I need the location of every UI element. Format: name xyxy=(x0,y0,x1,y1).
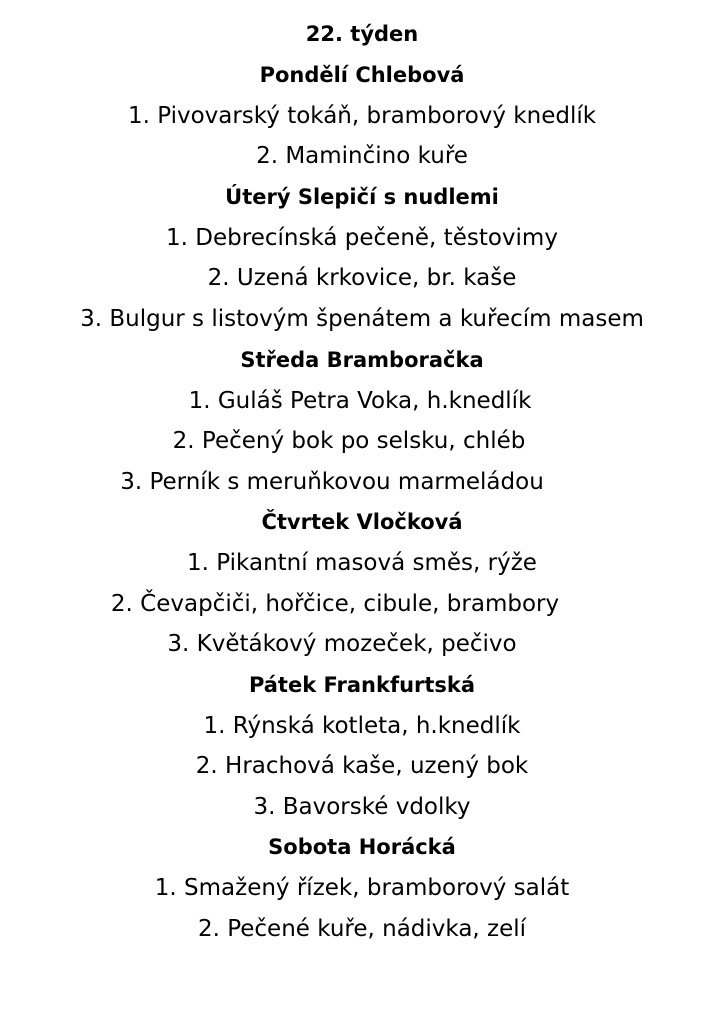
day-heading-saturday: Sobota Horácká xyxy=(268,835,456,859)
menu-item: 2. Uzená krkovice, br. kaše xyxy=(207,265,517,291)
menu-item: 1. Rýnská kotleta, h.knedlík xyxy=(203,713,521,739)
menu-item: 2. Hrachová kaše, uzený bok xyxy=(195,753,529,779)
menu-item: 3. Květákový mozeček, pečivo xyxy=(167,631,517,657)
menu-item: 1. Pivovarský tokáň, bramborový knedlík xyxy=(127,103,597,129)
menu-item: 1. Debrecínská pečeně, těstovimy xyxy=(166,225,558,251)
menu-item: 1. Pikantní masová směs, rýže xyxy=(187,550,537,576)
menu-item: 1. Guláš Petra Voka, h.knedlík xyxy=(188,388,532,414)
menu-item: 2. Maminčino kuře xyxy=(256,143,468,169)
menu-item: 2. Pečené kuře, nádivka, zelí xyxy=(197,916,527,942)
day-heading-monday: Pondělí Chlebová xyxy=(259,63,465,87)
menu-item: 3. Perník s meruňkovou marmeládou xyxy=(120,469,544,495)
menu-item: 1. Smažený řízek, bramborový salát xyxy=(154,875,570,901)
menu-item: 3. Bavorské vdolky xyxy=(253,794,471,820)
day-heading-thursday: Čtvrtek Vločková xyxy=(261,510,463,534)
menu-item: 2. Pečený bok po selsku, chléb xyxy=(172,428,526,454)
day-heading-wednesday: Středa Bramboračka xyxy=(240,348,484,372)
menu-item: 3. Bulgur s listovým špenátem a kuřecím masem xyxy=(80,306,644,332)
day-heading-friday: Pátek Frankfurtská xyxy=(248,673,476,697)
week-title: 22. týden xyxy=(305,22,419,46)
day-heading-tuesday: Úterý Slepičí s nudlemi xyxy=(225,185,499,209)
menu-item: 2. Čevapčiči, hořčice, cibule, brambory xyxy=(110,591,560,617)
